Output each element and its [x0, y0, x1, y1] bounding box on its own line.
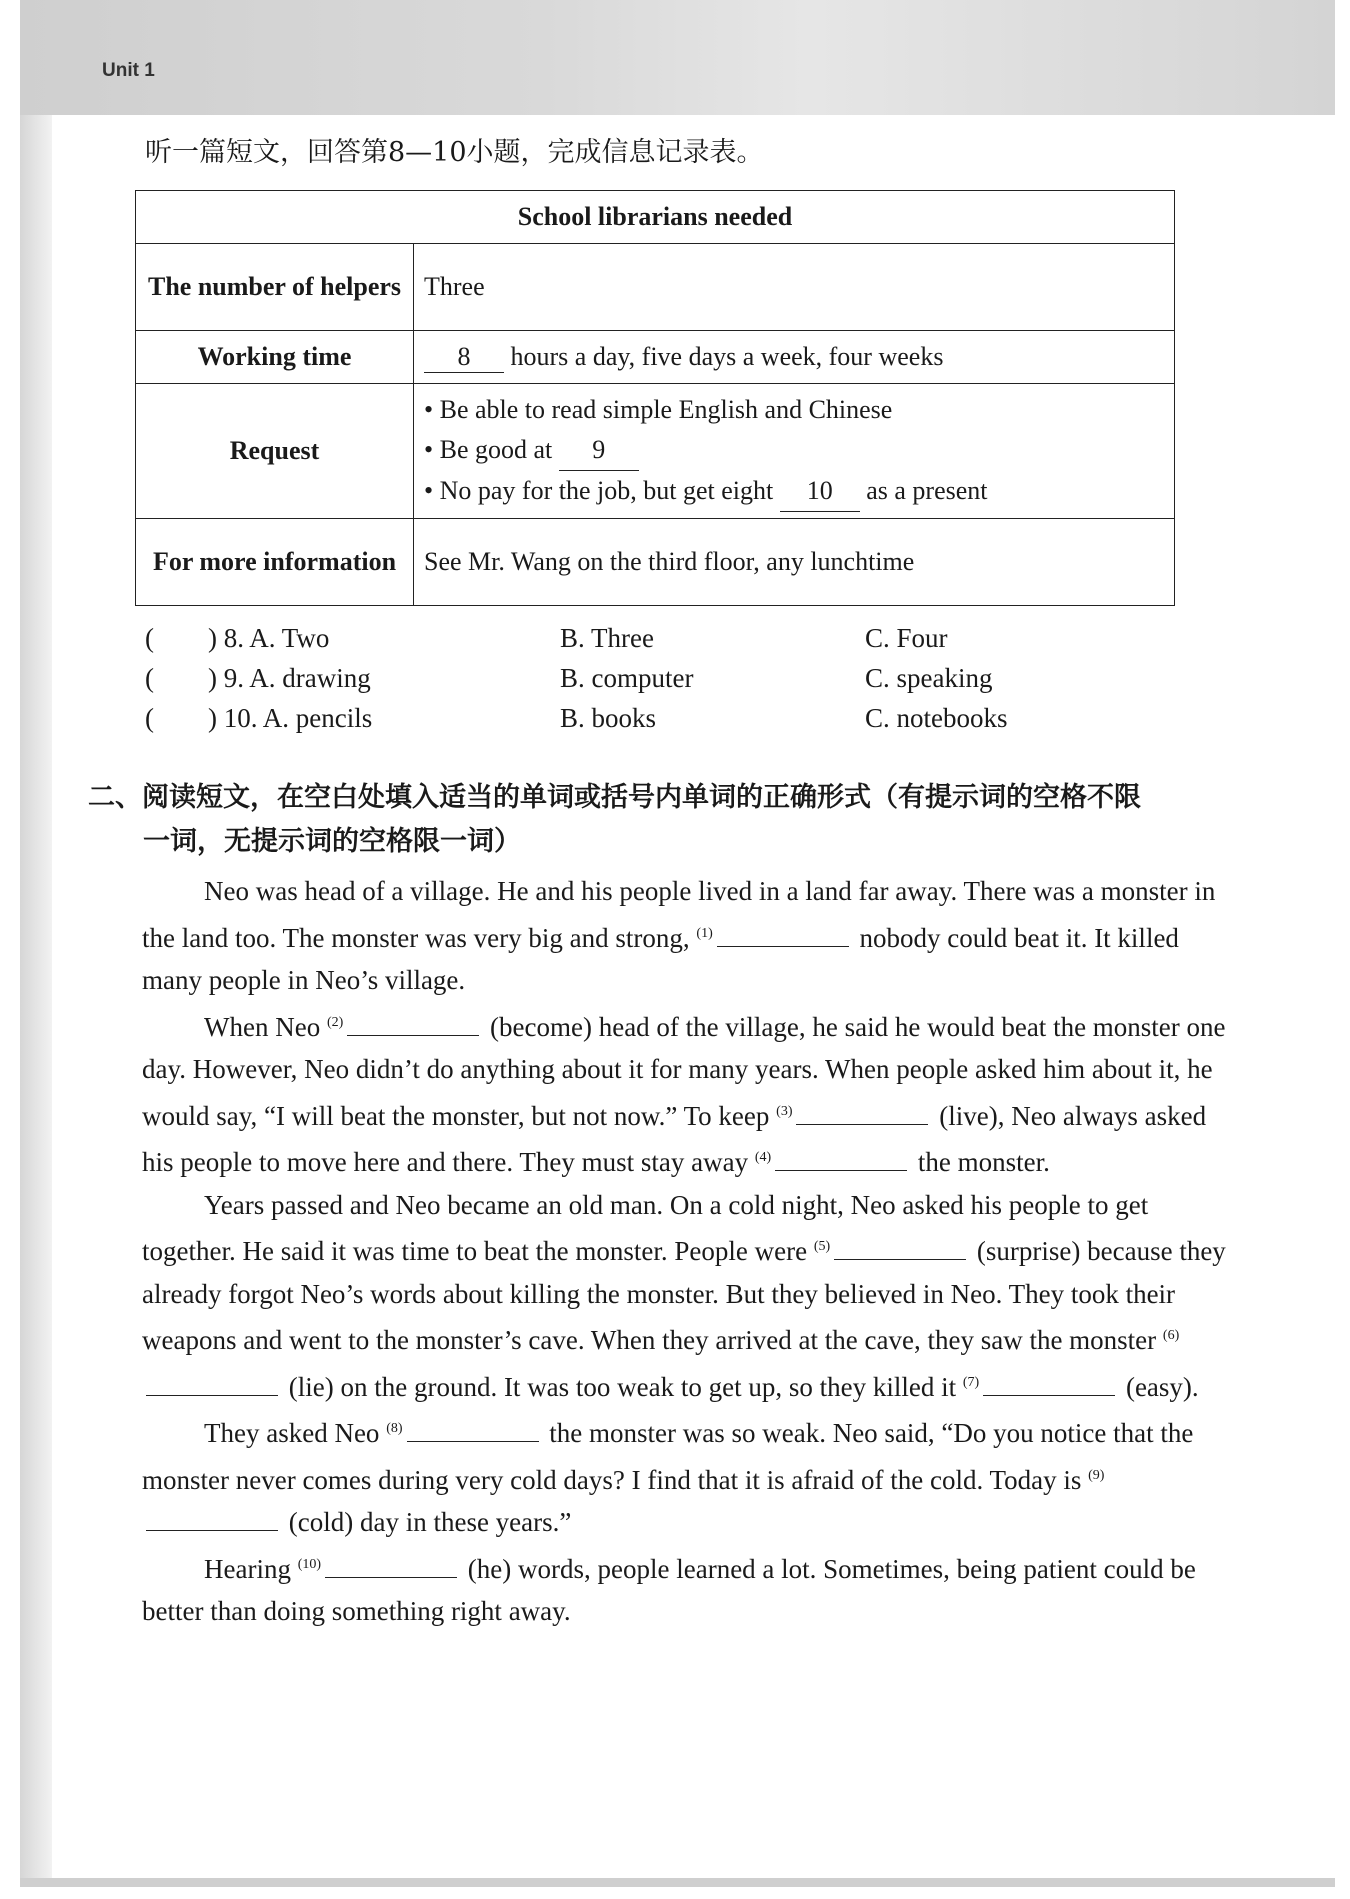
request-bullet-2: [424, 430, 1164, 471]
request-bullet-2-text: Be good at: [439, 435, 553, 464]
p2-text-b: (become) head of the village, he said he would beat the monster one day. However, Neo didn’t do anything about it for many years. When people asked him about it, he would say, “I will beat the monster, but not now.” To keep: [142, 1011, 1226, 1131]
option-9-b[interactable]: B. computer: [560, 663, 694, 693]
marker-2: (2): [326, 1014, 344, 1030]
option-9-a[interactable]: ( ) 9. A. drawing: [145, 663, 371, 693]
option-10-a[interactable]: ( ) 10. A. pencils: [145, 703, 373, 733]
marker-1: (1): [696, 925, 713, 941]
paragraph-2: [142, 1002, 1227, 1184]
p4-text-c: (cold) day in these years.”: [288, 1507, 572, 1537]
info-table: [135, 190, 1175, 606]
section-2-line-2: 一词，无提示词的空格限一词）: [143, 826, 521, 857]
marker-9: (9): [1088, 1467, 1105, 1483]
gap-5[interactable]: [834, 1237, 966, 1260]
option-8-c[interactable]: C. Four: [865, 623, 948, 653]
p2-text-d: the monster.: [917, 1147, 1050, 1177]
p1-text-b: nobody could beat it. It killed many people in Neo’s village.: [142, 922, 1179, 995]
value-helpers: Three: [414, 244, 1175, 331]
p2-text-a: When Neo: [204, 1011, 321, 1042]
gap-7[interactable]: [983, 1373, 1115, 1396]
value-request: [414, 384, 1175, 519]
request-bullet-3-text: No pay for the job, but get eight: [439, 476, 774, 505]
paragraph-3: [142, 1184, 1227, 1409]
p3-text-d: (easy).: [1125, 1371, 1199, 1402]
p2-text-c: (live), Neo always asked his people to move here and there. They must stay away: [142, 1100, 1207, 1177]
request-bullet-1: • Be able to read simple English and Chinese: [424, 390, 1164, 430]
option-row-9: [145, 658, 1045, 698]
gap-9[interactable]: [146, 1508, 278, 1531]
label-helpers: The number of helpers: [136, 244, 414, 331]
paragraph-5: [142, 1544, 1227, 1633]
marker-7: (7): [962, 1374, 980, 1390]
gap-10[interactable]: [325, 1555, 457, 1578]
paragraph-1: [142, 870, 1227, 1002]
marker-6: (6): [1162, 1328, 1180, 1343]
option-8-b[interactable]: B. Three: [560, 623, 654, 653]
footer-band: [20, 1878, 1335, 1887]
marker-3: (3): [776, 1103, 793, 1119]
value-working-time: [414, 331, 1175, 384]
gap-2[interactable]: [347, 1013, 479, 1036]
blank-8[interactable]: 8: [424, 342, 504, 373]
option-10-b[interactable]: B. books: [560, 703, 657, 733]
p3-text-a: Years passed and Neo became an old man. On a cold night, Neo asked his people to get together. He said it was time to beat the monster. People were: [142, 1189, 1149, 1266]
label-working-time: Working time: [136, 331, 414, 384]
p5-text-a: Hearing: [204, 1553, 291, 1584]
paragraph-4: [142, 1408, 1227, 1544]
option-row-10: [145, 698, 1045, 738]
gap-6[interactable]: [146, 1373, 278, 1396]
option-9-c[interactable]: C. speaking: [865, 663, 993, 693]
p1-text-a: Neo was head of a village. He and his people lived in a land far away. There was a monster in the land too. The monster was very big and strong,: [142, 876, 1216, 953]
marker-5: (5): [813, 1239, 831, 1254]
header-band: [20, 0, 1335, 115]
section-2-title: [88, 776, 1238, 864]
working-time-text: hours a day, five days a week, four weeks: [510, 341, 944, 371]
marker-8: (8): [386, 1421, 403, 1436]
label-request: Request: [136, 384, 414, 519]
marker-4: (4): [754, 1150, 772, 1165]
label-more-info: For more information: [136, 519, 414, 606]
gap-1[interactable]: [717, 924, 849, 947]
blank-10[interactable]: 10: [780, 471, 860, 512]
option-10-c[interactable]: C. notebooks: [865, 703, 1008, 733]
option-row-8: [145, 618, 1045, 658]
blank-9[interactable]: 9: [559, 430, 639, 471]
option-8-a[interactable]: ( ) 8. A. Two: [145, 623, 330, 653]
gap-3[interactable]: [796, 1102, 928, 1125]
p5-text-b: (he) words, people learned a lot. Sometimes, being patient could be better than doing something right away.: [142, 1553, 1196, 1626]
section-2-line-1: 二、阅读短文，在空白处填入适当的单词或括号内单词的正确形式（有提示词的空格不限: [88, 782, 1141, 813]
p4-text-a: They asked Neo: [204, 1418, 380, 1448]
reading-passage: [142, 870, 1227, 1633]
gap-4[interactable]: [775, 1148, 907, 1171]
p4-text-b: the monster was so weak. Neo said, “Do you notice that the monster never comes during very cold days? I find that it is afraid of the cold. Today is: [142, 1418, 1194, 1495]
p3-text-c: (lie) on the ground. It was too weak to get up, so they killed it: [288, 1371, 957, 1402]
p3-text-b: (surprise) because they already forgot Neo’s words about killing the monster. But they believed in Neo. They took their weapons and went to the monster’s cave. When they arrived at the cave, they saw the monster: [142, 1236, 1226, 1355]
table-title: School librarians needed: [136, 191, 1175, 244]
marker-10: (10): [297, 1556, 322, 1572]
gap-8[interactable]: [407, 1419, 539, 1442]
options-list: [145, 618, 1045, 738]
listening-instruction: 听一篇短文，回答第8—10小题，完成信息记录表。: [145, 137, 764, 168]
request-bullet-3: [424, 471, 1164, 512]
page-edge-shadow: [20, 115, 52, 1885]
unit-label: Unit 1: [102, 60, 155, 81]
request-bullet-3-end: as a present: [866, 476, 988, 505]
value-more-info: See Mr. Wang on the third floor, any lunchtime: [414, 519, 1175, 606]
